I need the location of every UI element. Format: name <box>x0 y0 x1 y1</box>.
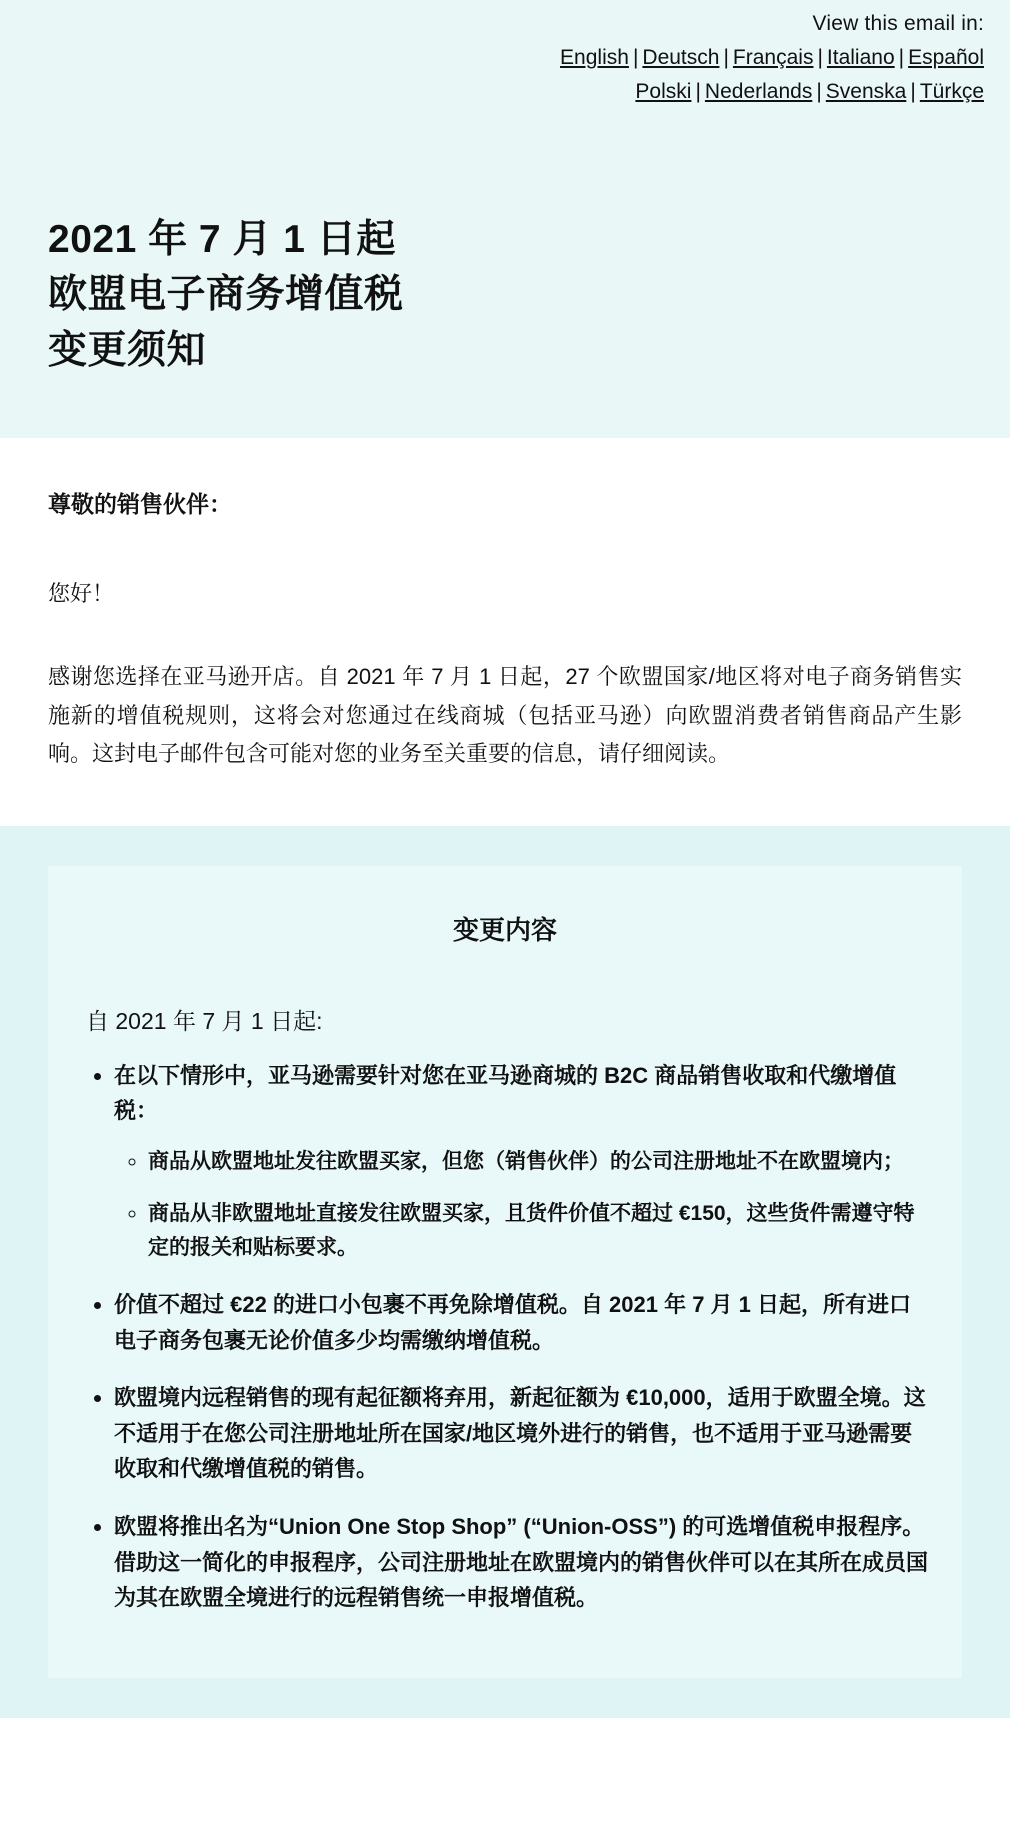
hero-banner <box>0 122 1010 438</box>
changes-lead: 自 2021 年 7 月 1 日起: <box>86 1007 323 1034</box>
language-link-turkce[interactable]: Türkçe <box>919 80 984 103</box>
salutation: 尊敬的销售伙伴： <box>48 491 232 518</box>
language-separator: | <box>695 80 701 103</box>
language-separator: | <box>910 80 916 103</box>
language-separator: | <box>816 80 822 103</box>
language-link-polski[interactable]: Polski <box>635 80 692 103</box>
intro-section <box>0 438 1010 826</box>
changes-card <box>48 866 962 1678</box>
page-title-line-2: 欧盟电子商务增值税 <box>48 273 404 317</box>
language-bar-label: View this email in: <box>812 12 984 35</box>
language-bar <box>0 0 1010 122</box>
language-link-francais[interactable]: Français <box>732 46 814 69</box>
language-link-nederlands[interactable]: Nederlands <box>704 80 813 103</box>
changes-heading: 变更内容 <box>452 914 557 945</box>
language-separator: | <box>817 46 823 69</box>
language-separator: | <box>898 46 905 69</box>
changes-sublist <box>114 1145 932 1265</box>
list-item <box>114 1380 932 1487</box>
list-item <box>114 1058 932 1265</box>
changes-band <box>0 826 1010 1718</box>
page-title <box>0 212 1010 378</box>
list-item-text: 商品从非欧盟地址直接发往欧盟买家，且货件价值不超过 €150，这些货件需遵守特定的报关和贴标要求。 <box>148 1201 915 1259</box>
list-item-text: 欧盟境内远程销售的现有起征额将弃用，新起征额为 €10,000，适用于欧盟全境。这不适用于在您公司注册地址所在国家/地区境外进行的销售，也不适用于亚马逊需要收取和代缴增值税的销售。 <box>114 1385 926 1482</box>
list-item <box>114 1287 932 1358</box>
list-item <box>148 1197 932 1265</box>
language-row-2 <box>22 70 988 104</box>
list-item-text: 欧盟将推出名为“Union One Stop Shop” (“Union-OSS”) 的可选增值税申报程序。借助这一简化的申报程序，公司注册地址在欧盟境内的销售伙伴可以在其所在成员国为其在欧盟全境进行的远程销售统一申报增值税。 <box>114 1514 929 1611</box>
language-link-english[interactable]: English <box>560 46 629 69</box>
language-link-deutsch[interactable]: Deutsch <box>642 46 720 69</box>
greeting: 您好！ <box>48 581 115 607</box>
list-item-text: 在以下情形中，亚马逊需要针对您在亚马逊商城的 B2C 商品销售收取和代缴增值税： <box>114 1062 897 1124</box>
changes-list <box>78 1058 932 1616</box>
page-title-line-1: 2021 年 7 月 1 日起 <box>48 218 396 261</box>
language-link-svenska[interactable]: Svenska <box>825 80 907 103</box>
language-row-1 <box>22 36 988 70</box>
list-item-text: 商品从欧盟地址发往欧盟买家，但您（销售伙伴）的公司注册地址不在欧盟境内； <box>148 1149 904 1173</box>
language-separator: | <box>723 46 729 69</box>
language-link-italiano[interactable]: Italiano <box>826 46 895 69</box>
list-item <box>148 1145 932 1179</box>
page-title-line-3: 变更须知 <box>48 328 207 372</box>
language-link-espanol[interactable]: Español <box>908 46 984 69</box>
intro-paragraph: 感谢您选择在亚马逊开店。自 2021 年 7 月 1 日起，27 个欧盟国家/地区将对电子商务销售实施新的增值税规则，这将会对您通过在线商城（包括亚马逊）向欧盟消费者销售商品产生影响。这封电子邮件包含可能对您的业务至关重要的信息，请仔细阅读。 <box>48 664 962 767</box>
list-item <box>114 1509 932 1616</box>
list-item-text: 价值不超过 €22 的进口小包裹不再免除增值税。自 2021 年 7 月 1 日起，所有进口电子商务包裹无论价值多少均需缴纳增值税。 <box>114 1291 912 1353</box>
language-separator: | <box>632 46 639 69</box>
